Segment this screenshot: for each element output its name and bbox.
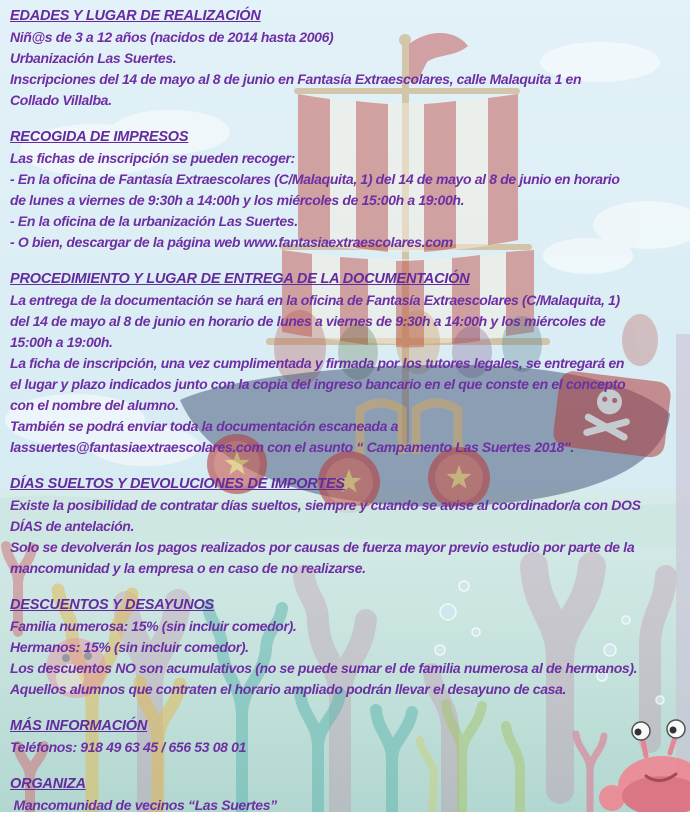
- text-line: 15:00h a 19:00h.: [10, 334, 113, 350]
- text-line: Urbanización Las Suertes.: [10, 50, 177, 66]
- text-line: el lugar y plazo indicados junto con la copia del ingreso bancario en el que conste en el concepto: [10, 376, 626, 392]
- text-line-website: - O bien, descargar de la página web www.fantasiaextraescolares.com: [10, 234, 453, 250]
- section-edades: [10, 6, 684, 111]
- text-line: Familia numerosa: 15% (sin incluir comedor).: [10, 618, 297, 634]
- text-line: con el nombre del alumno.: [10, 397, 179, 413]
- text-line: Solo se devolverán los pagos realizados por causas de fuerza mayor previo estudio por parte de la: [10, 539, 635, 555]
- section-title-procedimiento: PROCEDIMIENTO Y LUGAR DE ENTREGA DE LA DOCUMENTACIÓN: [10, 271, 470, 287]
- text-line: del 14 de mayo al 8 de junio en horario de lunes a viernes de 9:30h a 14:00h y los miércoles de: [10, 313, 606, 329]
- section-title-edades: EDADES Y LUGAR DE REALIZACIÓN: [10, 8, 261, 24]
- text-line-organizer: Mancomunidad de vecinos “Las Suertes”: [10, 797, 277, 813]
- text-line-email: lassuertes@fantasiaextraescolares.com con el asunto “ Campamento Las Suertes 2018".: [10, 439, 574, 455]
- text-line: mancomunidad y la empresa o en caso de no realizarse.: [10, 560, 366, 576]
- text-line: La entrega de la documentación se hará en la oficina de Fantasía Extraescolares (C/Malaquita, 1): [10, 292, 620, 308]
- text-line: Collado Villalba.: [10, 92, 112, 108]
- section-title-dias-sueltos: DÍAS SUELTOS Y DEVOLUCIONES DE IMPORTES: [10, 476, 345, 492]
- text-line: Los descuentos NO son acumulativos (no se puede sumar el de familia numerosa al de hermanos).: [10, 660, 638, 676]
- text-line: Las fichas de inscripción se pueden recoger:: [10, 150, 295, 166]
- section-title-organiza: ORGANIZA: [10, 776, 86, 792]
- section-title-recogida: RECOGIDA DE IMPRESOS: [10, 129, 189, 145]
- text-line: DÍAS de antelación.: [10, 518, 135, 534]
- text-line: También se podrá enviar toda la documentación escaneada a: [10, 418, 398, 434]
- text-line-phones: Teléfonos: 918 49 63 45 / 656 53 08 01: [10, 739, 247, 755]
- section-title-mas-informacion: MÁS INFORMACIÓN: [10, 718, 148, 734]
- text-line: Hermanos: 15% (sin incluir comedor).: [10, 639, 249, 655]
- text-line: Aquellos alumnos que contraten el horario ampliado podrán llevar el desayuno de casa.: [10, 681, 567, 697]
- section-title-descuentos: DESCUENTOS Y DESAYUNOS: [10, 597, 215, 613]
- section-recogida: [10, 127, 684, 253]
- section-procedimiento: [10, 269, 684, 458]
- section-organiza: [10, 774, 684, 816]
- text-line: Existe la posibilidad de contratar días sueltos, siempre y cuando se avise al coordinador/a con DOS: [10, 497, 641, 513]
- text-line: La ficha de inscripción, una vez cumplimentada y firmada por los tutores legales, se entregará en: [10, 355, 625, 371]
- section-mas-informacion: [10, 716, 684, 758]
- section-dias-sueltos: [10, 474, 684, 579]
- text-line: Niñ@s de 3 a 12 años (nacidos de 2014 hasta 2006): [10, 29, 334, 45]
- section-descuentos: [10, 595, 684, 700]
- text-line: - En la oficina de la urbanización Las Suertes.: [10, 213, 298, 229]
- text-line: de lunes a viernes de 9:30h a 14:00h y los miércoles de 15:00h a 19:00h.: [10, 192, 465, 208]
- text-line: - En la oficina de Fantasía Extraescolares (C/Malaquita, 1) del 14 de mayo al 8 de junio en horario: [10, 171, 620, 187]
- text-line: Inscripciones del 14 de mayo al 8 de junio en Fantasía Extraescolares, calle Malaquita 1 en: [10, 71, 582, 87]
